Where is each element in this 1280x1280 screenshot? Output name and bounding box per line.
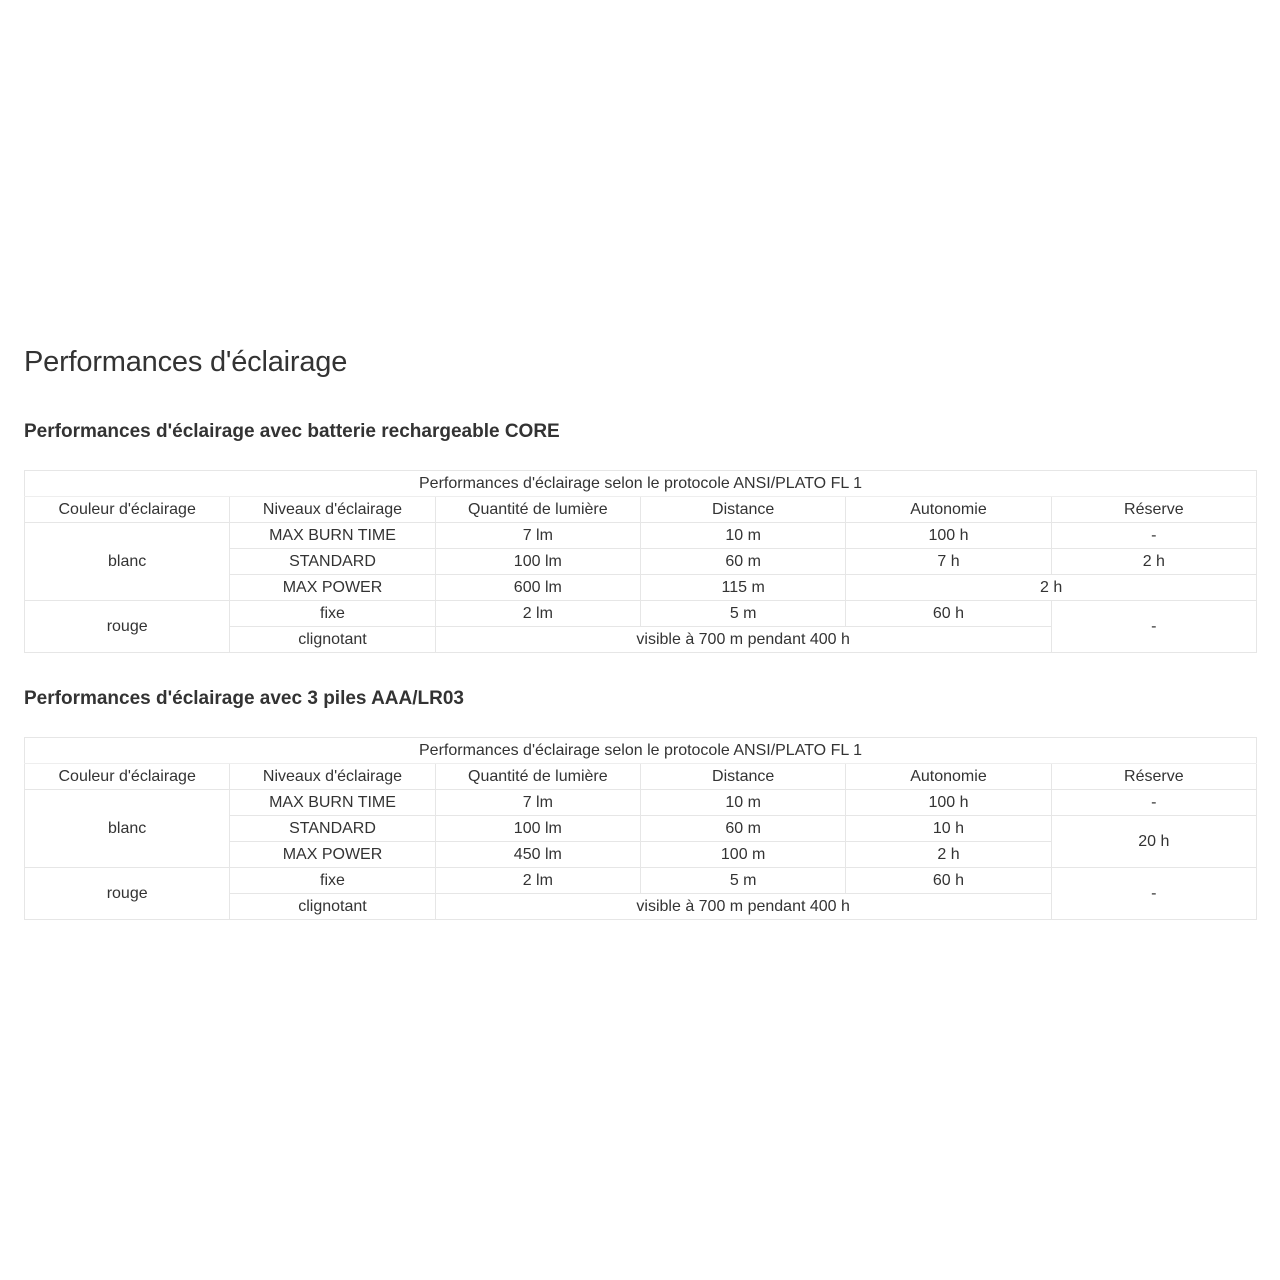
distance-cell: 10 m — [640, 523, 845, 549]
table-row — [25, 601, 1257, 627]
autonomy-cell: 10 h — [846, 816, 1051, 842]
autonomy-cell: 100 h — [846, 790, 1051, 816]
distance-cell: 60 m — [640, 549, 845, 575]
header-reserve: Réserve — [1051, 764, 1256, 790]
color-cell-blanc: blanc — [25, 523, 230, 601]
distance-cell: 115 m — [640, 575, 845, 601]
table-row — [25, 868, 1257, 894]
level-cell: clignotant — [230, 894, 435, 920]
table-caption: Performances d'éclairage selon le protocole ANSI/PLATO FL 1 — [25, 738, 1257, 764]
header-color: Couleur d'éclairage — [25, 497, 230, 523]
lumens-cell: 2 lm — [435, 601, 640, 627]
header-autonomy: Autonomie — [846, 497, 1051, 523]
performance-table-aaa — [24, 737, 1257, 920]
level-cell: MAX BURN TIME — [230, 790, 435, 816]
table-header-row — [25, 497, 1257, 523]
section-title-core-battery: Performances d'éclairage avec batterie rechargeable CORE — [24, 421, 560, 442]
lumens-cell: 100 lm — [435, 549, 640, 575]
color-cell-blanc: blanc — [25, 790, 230, 868]
autonomy-cell: 60 h — [846, 868, 1051, 894]
level-cell: clignotant — [230, 627, 435, 653]
autonomy-cell: 2 h — [846, 842, 1051, 868]
autonomy-cell: 60 h — [846, 601, 1051, 627]
lumens-cell: 7 lm — [435, 790, 640, 816]
header-reserve: Réserve — [1051, 497, 1256, 523]
lumens-cell: 100 lm — [435, 816, 640, 842]
level-cell: MAX POWER — [230, 842, 435, 868]
distance-cell: 10 m — [640, 790, 845, 816]
level-cell: STANDARD — [230, 816, 435, 842]
distance-cell: 5 m — [640, 601, 845, 627]
table-caption-row — [25, 471, 1257, 497]
reserve-cell: 2 h — [1051, 549, 1256, 575]
page-title: Performances d'éclairage — [24, 346, 348, 378]
distance-cell: 60 m — [640, 816, 845, 842]
autonomy-reserve-cell: 2 h — [846, 575, 1257, 601]
level-cell: MAX BURN TIME — [230, 523, 435, 549]
lumens-cell: 600 lm — [435, 575, 640, 601]
header-lumens: Quantité de lumière — [435, 497, 640, 523]
distance-cell: 5 m — [640, 868, 845, 894]
header-distance: Distance — [640, 764, 845, 790]
color-cell-rouge: rouge — [25, 601, 230, 653]
level-cell: fixe — [230, 868, 435, 894]
level-cell: MAX POWER — [230, 575, 435, 601]
header-level: Niveaux d'éclairage — [230, 764, 435, 790]
header-level: Niveaux d'éclairage — [230, 497, 435, 523]
header-color: Couleur d'éclairage — [25, 764, 230, 790]
visibility-cell: visible à 700 m pendant 400 h — [435, 627, 1051, 653]
autonomy-cell: 7 h — [846, 549, 1051, 575]
table-caption-row — [25, 738, 1257, 764]
lumens-cell: 450 lm — [435, 842, 640, 868]
header-distance: Distance — [640, 497, 845, 523]
distance-cell: 100 m — [640, 842, 845, 868]
header-lumens: Quantité de lumière — [435, 764, 640, 790]
reserve-cell: 20 h — [1051, 816, 1256, 868]
table-row — [25, 523, 1257, 549]
section-title-aaa-batteries: Performances d'éclairage avec 3 piles AAA/LR03 — [24, 688, 464, 709]
reserve-cell: - — [1051, 523, 1256, 549]
level-cell: fixe — [230, 601, 435, 627]
header-autonomy: Autonomie — [846, 764, 1051, 790]
performance-table-core — [24, 470, 1257, 653]
level-cell: STANDARD — [230, 549, 435, 575]
table-header-row — [25, 764, 1257, 790]
table-row — [25, 790, 1257, 816]
reserve-cell: - — [1051, 868, 1256, 920]
reserve-cell: - — [1051, 790, 1256, 816]
lumens-cell: 7 lm — [435, 523, 640, 549]
lumens-cell: 2 lm — [435, 868, 640, 894]
color-cell-rouge: rouge — [25, 868, 230, 920]
table-caption: Performances d'éclairage selon le protocole ANSI/PLATO FL 1 — [25, 471, 1257, 497]
reserve-cell: - — [1051, 601, 1256, 653]
autonomy-cell: 100 h — [846, 523, 1051, 549]
visibility-cell: visible à 700 m pendant 400 h — [435, 894, 1051, 920]
